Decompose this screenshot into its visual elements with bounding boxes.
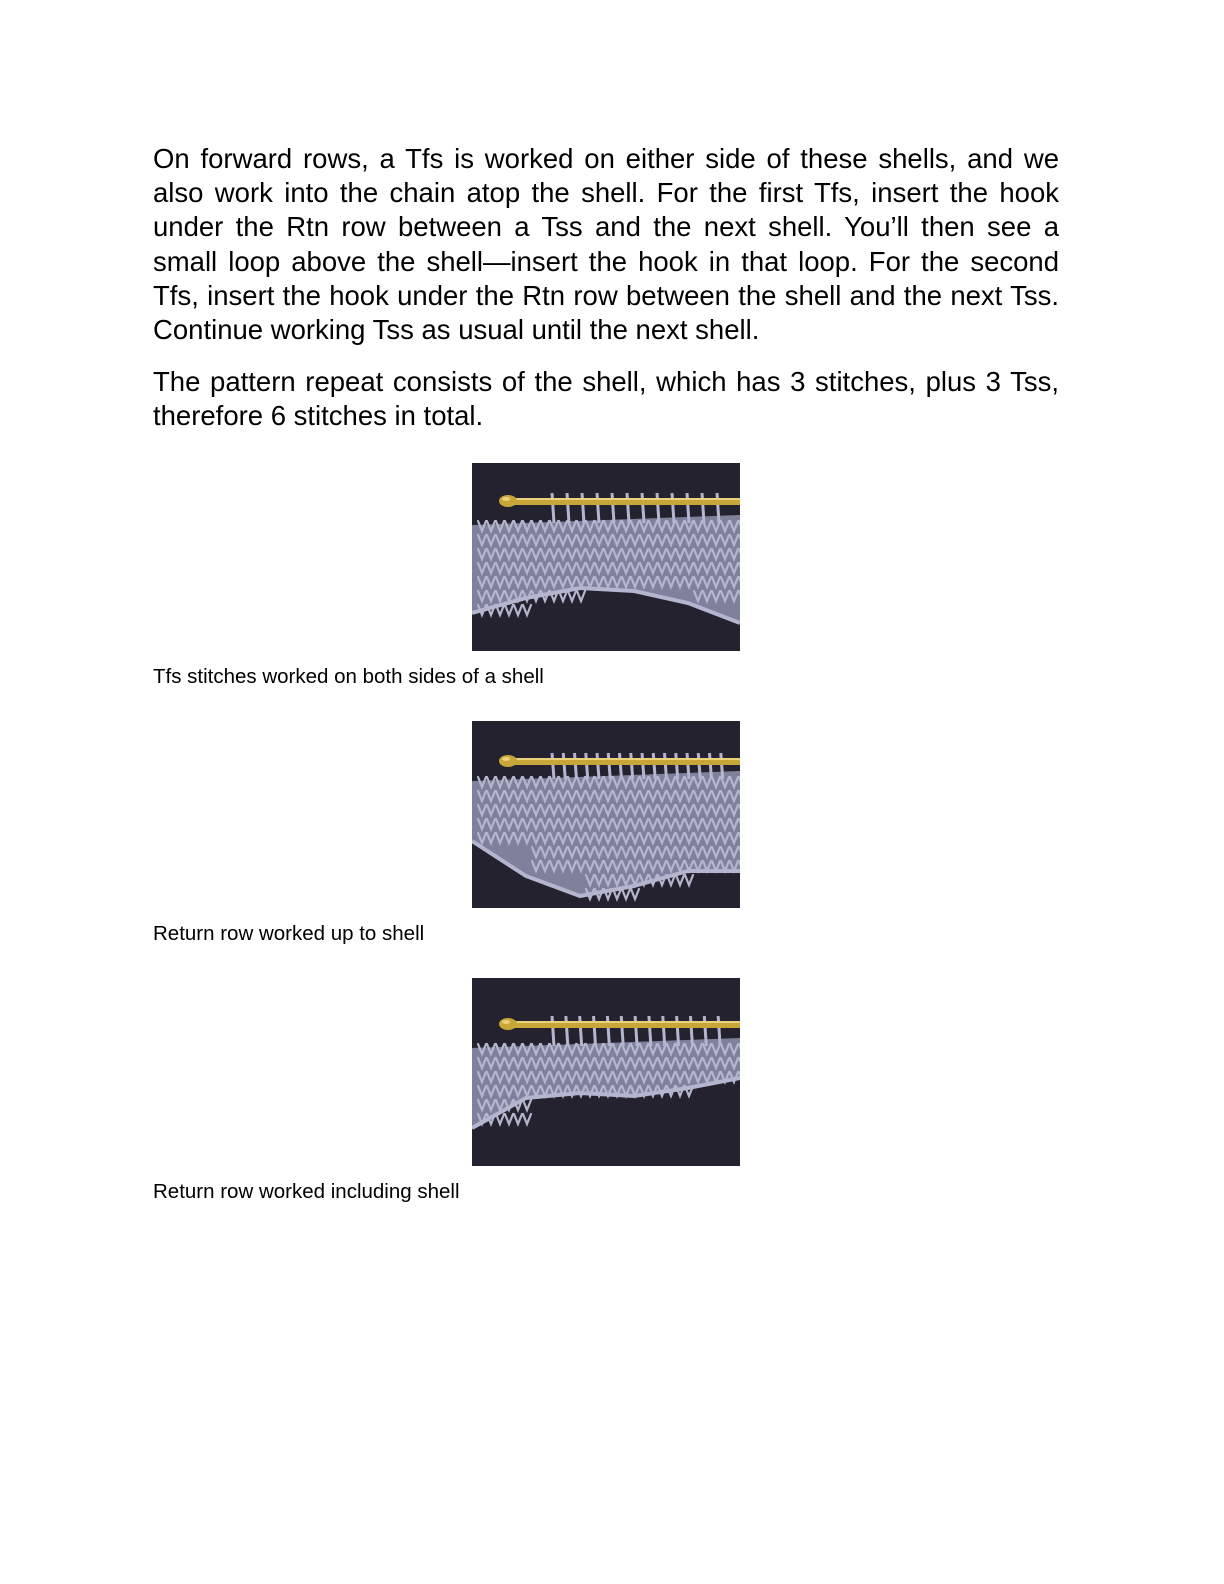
loop-on-hook [635,1016,637,1046]
loop-on-hook [597,493,599,523]
loop-on-hook [676,753,678,779]
loop-on-hook [621,1016,623,1046]
hook-head-highlight [502,497,510,501]
loop-on-hook [608,753,610,779]
loop-on-hook [607,1016,609,1046]
loop-on-hook [580,1016,582,1046]
figure-caption-1: Tfs stitches worked on both sides of a shell [153,665,544,688]
photo-return-row-up-to-shell [472,721,740,908]
loop-on-hook [649,1016,651,1046]
loop-on-hook [698,753,700,779]
loop-on-hook [552,493,554,523]
loop-on-hook [567,493,569,523]
hook-head-highlight [502,1020,510,1024]
loop-on-hook [653,753,655,779]
crochet-swatch-illustration-1 [472,463,740,651]
loop-on-hook [663,1016,665,1046]
figure-caption-2: Return row worked up to shell [153,922,425,945]
loop-on-hook [566,1016,568,1046]
hook-highlight [512,1021,740,1023]
loop-on-hook [687,753,689,779]
loop-on-hook [672,493,674,523]
loop-on-hook [721,753,723,779]
loop-on-hook [597,753,599,779]
body-paragraph-pattern-repeat: The pattern repeat consists of the shell, which has 3 stitches, plus 3 Tss, therefore 6 stitches in total. [153,366,1059,432]
loop-on-hook [612,493,614,523]
loop-on-hook [657,493,659,523]
photo-tfs-stitches-both-sides [472,463,740,651]
hook-head-highlight [502,757,510,761]
crochet-swatch-illustration-2 [472,721,740,908]
body-paragraph-forward-rows: On forward rows, a Tfs is worked on either side of these shells, and we also work into the chain atop the shell. For the first Tfs, insert the hook under the Rtn row between a Tss and the next shell. You’ll then see a small loop above the shell—insert the hook in that loop. For the second Tfs, insert the hook under the Rtn row between the shell and the next Tss. Continue working Tss as usual until the next shell. [153,143,1059,346]
loop-on-hook [642,753,644,779]
loop-on-hook [687,493,689,523]
loop-on-hook [677,1016,679,1046]
figure-caption-3: Return row worked including shell [153,1180,460,1203]
loop-on-hook [594,1016,596,1046]
loop-on-hook [552,1016,554,1046]
hook-head [499,1018,517,1030]
loop-on-hook [620,753,622,779]
hook-highlight [512,758,740,760]
loop-on-hook [582,493,584,523]
loop-on-hook [627,493,629,523]
loop-on-hook [665,753,667,779]
loop-on-hook [718,1016,720,1046]
loop-on-hook [631,753,633,779]
loop-on-hook [717,493,719,523]
loop-on-hook [552,753,554,779]
loop-on-hook [642,493,644,523]
hook-head [499,755,517,767]
loop-on-hook [704,1016,706,1046]
loop-on-hook [575,753,577,779]
loop-on-hook [690,1016,692,1046]
photo-return-row-including-shell [472,978,740,1166]
loop-on-hook [586,753,588,779]
loop-on-hook [702,493,704,523]
loop-on-hook [710,753,712,779]
crochet-swatch-illustration-3 [472,978,740,1166]
loop-on-hook [563,753,565,779]
hook-highlight [512,498,740,500]
hook-head [499,495,517,507]
